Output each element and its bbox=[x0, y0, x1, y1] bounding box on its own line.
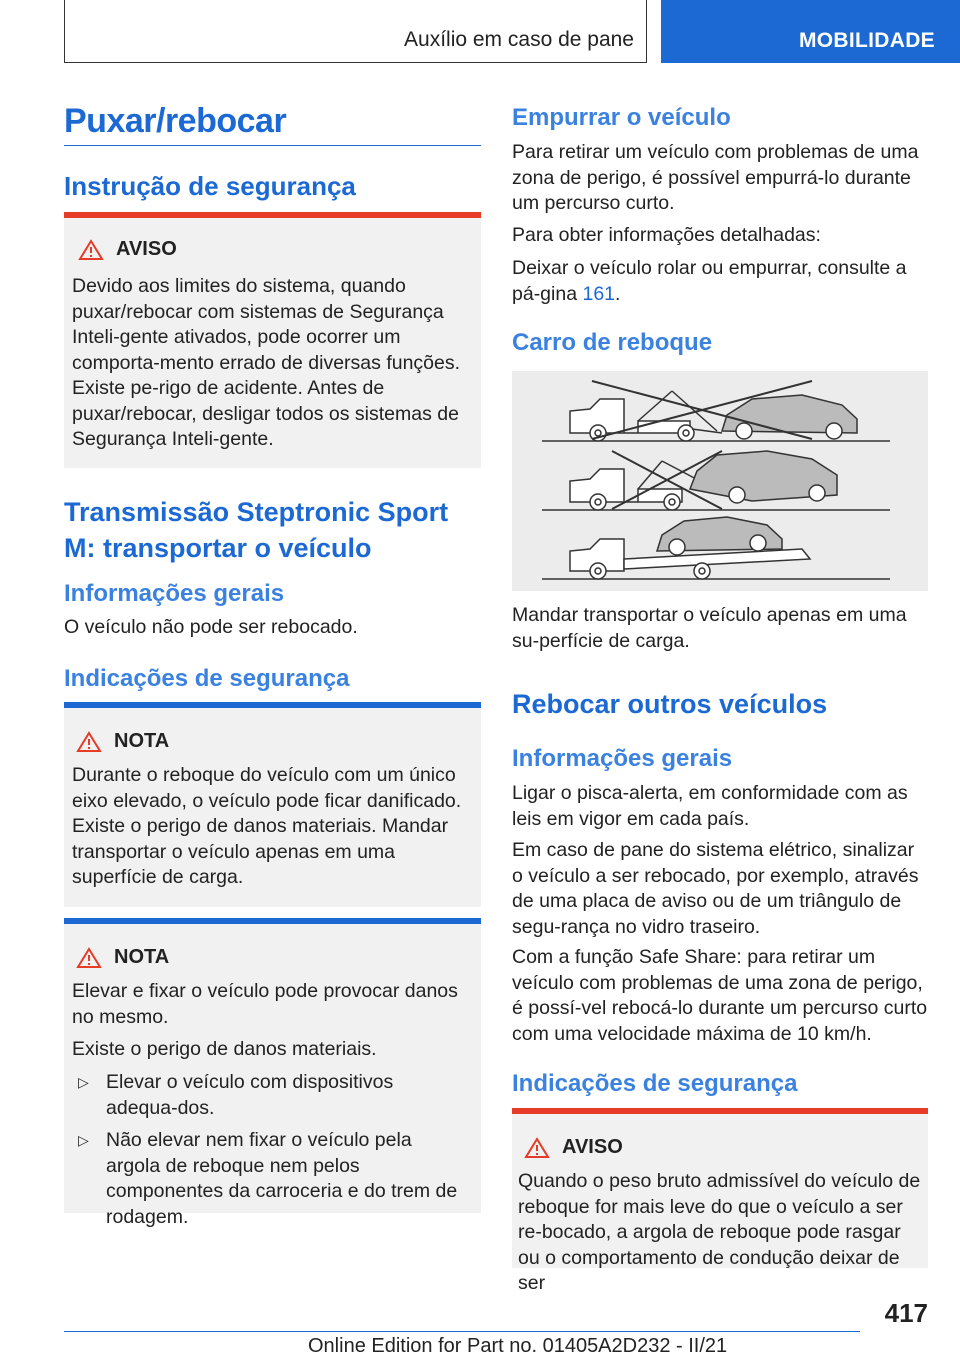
warning-title bbox=[524, 1136, 623, 1159]
note-title bbox=[76, 946, 169, 969]
page-title: Puxar/rebocar bbox=[64, 102, 287, 140]
warning-label: AVISO bbox=[116, 238, 177, 260]
note-label: NOTA bbox=[114, 946, 170, 968]
warning-box-aviso-2 bbox=[512, 1108, 928, 1294]
header-tab-mobilidade[interactable] bbox=[661, 0, 960, 63]
footer-rule bbox=[64, 1331, 860, 1332]
push-text-3-b: . bbox=[615, 282, 621, 305]
footer-edition: Online Edition for Part no. 01405A2D232 - II/21 bbox=[308, 1335, 728, 1357]
note-text-2: Existe o perigo de danos materiais. bbox=[72, 1038, 377, 1060]
safety-heading: Instrução de segurança bbox=[64, 171, 356, 201]
header-tab-label: MOBILIDADE bbox=[799, 29, 935, 52]
note-bar bbox=[64, 702, 481, 708]
tow-truck-illustration bbox=[512, 371, 928, 591]
general-info-text: O veículo não pode ser rebocado. bbox=[64, 616, 358, 638]
tow-truck-heading: Carro de reboque bbox=[512, 329, 713, 356]
page-number: 417 bbox=[884, 1298, 928, 1328]
header-section-box bbox=[64, 0, 647, 63]
warning-text: Devido aos limites do sistema, quando puxar/rebocar com sistemas de Segurança Inteli-gente ativados, pode ocorrer um comporta-mento errado de diversas funções. Existe pe-rigo de acidente. Antes de puxar/rebocar, desligar todos os sistemas de Segurança Inteli-gente. bbox=[72, 275, 461, 450]
push-text-3-a: Deixar o veículo rolar ou empurrar, consulte a pá-gina bbox=[512, 257, 907, 305]
note-bullet-2 bbox=[78, 1128, 468, 1230]
warning-triangle-icon bbox=[524, 1137, 550, 1159]
warning-label: AVISO bbox=[562, 1136, 623, 1158]
general-text-2: Em caso de pane do sistema elétrico, sinalizar o veículo a ser rebocado, por exemplo, através de uma placa de aviso ou de um triângulo de segu-rança no vidro traseiro. bbox=[512, 839, 919, 938]
warning-bar bbox=[512, 1108, 928, 1114]
title-rule bbox=[64, 145, 481, 146]
bullet-triangle-icon: ▷ bbox=[78, 1132, 89, 1148]
warning-title bbox=[78, 238, 177, 261]
push-text-1: Para retirar um veículo com problemas de uma zona de perigo, é possível empurrá-lo durante um percurso curto. bbox=[512, 141, 919, 214]
note-bar bbox=[64, 918, 481, 924]
general-info-heading: Informações gerais bbox=[64, 580, 285, 607]
general-text-3: Com a função Safe Share: para retirar um veículo com problemas de uma zona de perigo, é possí-vel rebocá-lo durante um percurso curto com uma velocidade máxima de 10 km/h. bbox=[512, 946, 928, 1045]
note-box-2 bbox=[64, 918, 481, 1228]
bullet-text: Elevar o veículo com dispositivos adequa-dos. bbox=[106, 1071, 394, 1119]
transmission-heading: Transmissão Steptronic Sport M: transportar o veículo bbox=[64, 497, 449, 563]
general-text-1: Ligar o pisca-alerta, em conformidade com as leis em vigor em cada país. bbox=[512, 782, 908, 830]
push-text-2: Para obter informações detalhadas: bbox=[512, 224, 821, 246]
note-text-1: Elevar e fixar o veículo pode provocar danos no mesmo. bbox=[72, 980, 458, 1028]
tow-truck-caption: Mandar transportar o veículo apenas em uma su-perfície de carga. bbox=[512, 604, 907, 652]
bullet-triangle-icon: ▷ bbox=[78, 1074, 89, 1090]
safety-indications-heading-right: Indicações de segurança bbox=[512, 1070, 798, 1097]
warning-box-aviso bbox=[64, 212, 481, 468]
warning-triangle-icon bbox=[76, 947, 102, 969]
page-link-161[interactable]: 161 bbox=[582, 282, 616, 305]
header-section-title: Auxílio em caso de pane bbox=[404, 28, 634, 51]
push-heading: Empurrar o veículo bbox=[512, 104, 731, 131]
tow-others-heading: Rebocar outros veículos bbox=[512, 689, 828, 719]
note-title bbox=[76, 730, 169, 753]
push-text-3 bbox=[512, 256, 928, 307]
warning-triangle-icon bbox=[78, 239, 104, 261]
general-info-heading-right: Informações gerais bbox=[512, 745, 733, 772]
note-bullet-1 bbox=[78, 1070, 468, 1121]
note-box-1 bbox=[64, 702, 481, 907]
warning-bar bbox=[64, 212, 481, 218]
note-text: Durante o reboque do veículo com um único eixo elevado, o veículo pode ficar danificado. Existe o perigo de danos materiais. Mandar transportar o veículo apenas em uma superfície de carga. bbox=[72, 764, 462, 888]
safety-indications-heading: Indicações de segurança bbox=[64, 665, 350, 692]
bullet-text: Não elevar nem fixar o veículo pela argola de reboque nem pelos componentes da carroceria e do trem de rodagem. bbox=[106, 1129, 458, 1228]
warning-text: Quando o peso bruto admissível do veículo de reboque for mais leve do que o veículo a ser re-bocado, a argola de reboque pode rasgar ou o comportamento de condução deixar de ser bbox=[518, 1170, 921, 1294]
note-label: NOTA bbox=[114, 730, 170, 752]
warning-triangle-icon bbox=[76, 731, 102, 753]
